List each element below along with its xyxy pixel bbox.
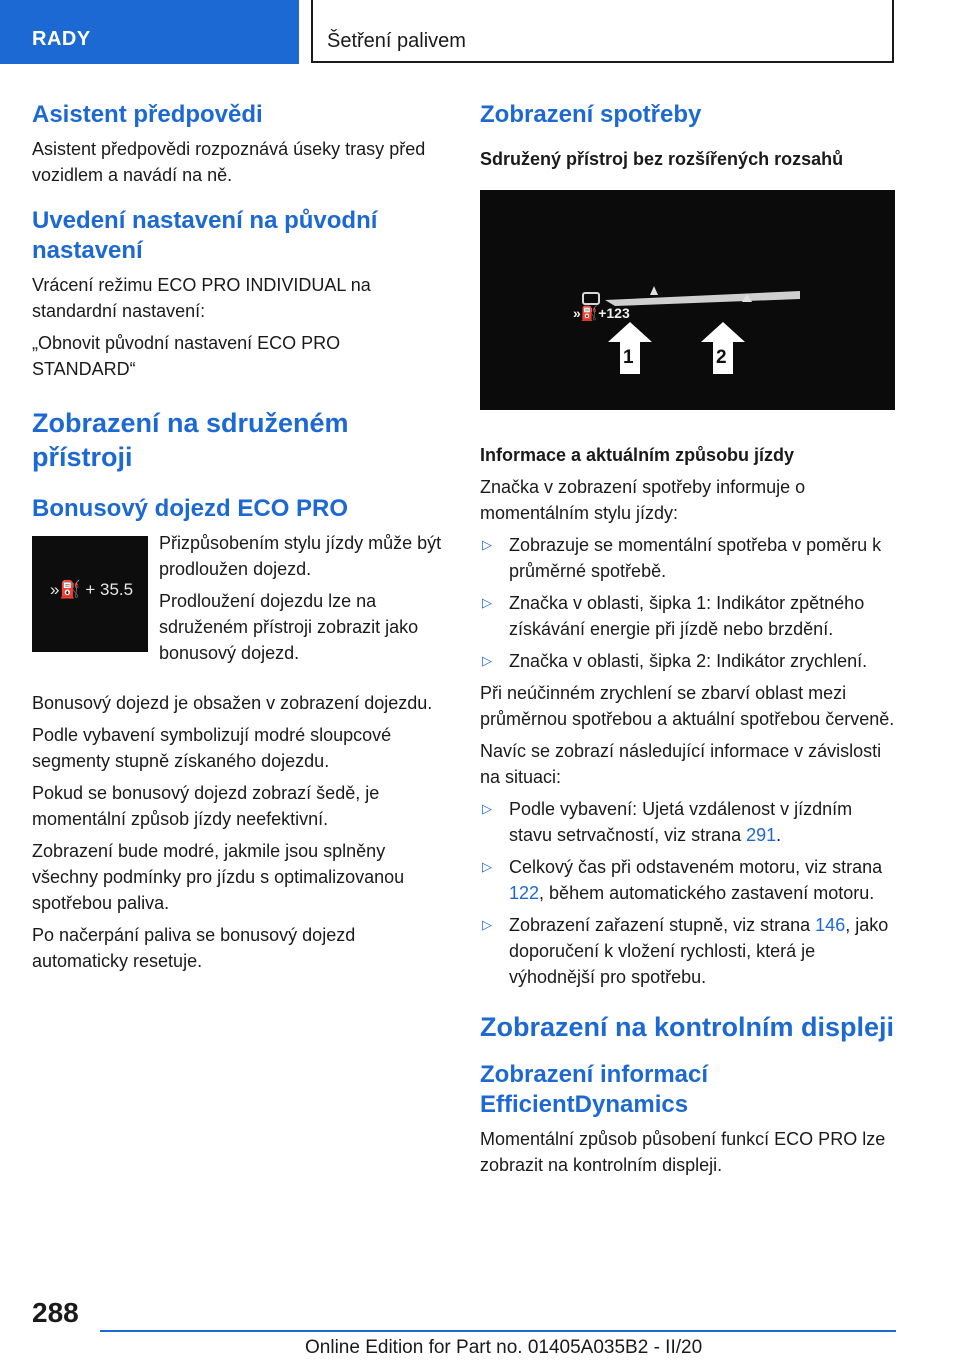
paragraph-inefficient: Při neúčinném zrychlení se zbarví oblast mezi průměrnou spotřebou a aktuální spotřebou červeně. bbox=[480, 683, 895, 729]
footer-divider bbox=[100, 1330, 896, 1332]
heading-bonus: Bonusový dojezd ECO PRO bbox=[32, 495, 349, 522]
paragraph-reset-2: „Obnovit původní nastavení ECO PRO STANDARD“ bbox=[32, 333, 341, 379]
gauge-value-label: »⛽+123 bbox=[573, 305, 630, 321]
heading-efficient-dynamics: Zobrazení informací EfficientDynamics bbox=[480, 1061, 709, 1118]
bonus-block bbox=[32, 530, 448, 684]
paragraph-bonus-6: Zobrazení bude modré, jakmile jsou splněny všechny podmínky pro jízdu s optimalizovanou spotřebou paliva. bbox=[32, 841, 405, 913]
paragraph-bonus-7: Po načerpání paliva se bonusový dojezd automaticky resetuje. bbox=[32, 925, 356, 971]
paragraph-bonus-3: Bonusový dojezd je obsažen v zobrazení dojezdu. bbox=[32, 693, 433, 713]
page-number: 288 bbox=[32, 1297, 79, 1328]
topic-label: Šetření palivem bbox=[327, 30, 466, 52]
consumption-display-image bbox=[480, 190, 895, 410]
heading-cluster-no-ext: Sdružený přístroj bez rozšířených rozsahů bbox=[480, 149, 844, 169]
heading-control-display: Zobrazení na kontrolním displeji bbox=[480, 1012, 895, 1042]
paragraph-bonus-2: Prodloužení dojezdu lze na sdruženém přístroji zobrazit jako bonusový dojezd. bbox=[159, 591, 419, 663]
page-link-146[interactable]: 146 bbox=[815, 915, 846, 935]
section-tab bbox=[0, 0, 299, 64]
bonus-text bbox=[159, 530, 449, 672]
list-extra-info bbox=[480, 796, 896, 990]
footer-edition: Online Edition for Part no. 01405A035B2 - II/20 bbox=[305, 1337, 703, 1358]
triangle-bullet-icon: ▷ bbox=[482, 653, 492, 668]
heading-consumption: Zobrazení spotřeby bbox=[480, 101, 702, 128]
paragraph-efficient: Momentální způsob působení funkcí ECO PRO lze zobrazit na kontrolním displeji. bbox=[480, 1129, 886, 1175]
triangle-bullet-icon: ▷ bbox=[482, 917, 492, 932]
paragraph-info: Značka v zobrazení spotřeby informuje o momentálním stylu jízdy: bbox=[480, 477, 806, 523]
triangle-bullet-icon: ▷ bbox=[482, 595, 492, 610]
arrow-1-label: 1 bbox=[623, 347, 634, 368]
gauge-bar bbox=[605, 291, 800, 306]
section-label: RADY bbox=[32, 28, 91, 50]
triangle-bullet-icon: ▷ bbox=[482, 537, 492, 552]
topic-tab bbox=[311, 0, 894, 63]
consumption-gauge-illustration bbox=[480, 190, 895, 410]
paragraph-extra: Navíc se zobrazí následující informace v závislosti na situaci: bbox=[480, 741, 882, 787]
list-item: ▷ Zobrazení zařazení stupně, viz strana 146, jako doporučení k vložení rychlosti, která je výhodnější pro spotřebu. bbox=[480, 912, 896, 990]
heading-reset: Uvedení nastavení na původní nastavení bbox=[32, 207, 378, 264]
right-column bbox=[480, 100, 896, 1184]
paragraph-bonus-5: Pokud se bonusový dojezd zobrazí šedě, je momentální způsob jízdy neefektivní. bbox=[32, 783, 380, 829]
heading-forecast: Asistent předpovědi bbox=[32, 101, 263, 128]
list-item: ▷ Značka v oblasti, šipka 1: Indikátor zpětného získávání energie při jízdě nebo brzdění. bbox=[480, 590, 896, 642]
bonus-range-label: »⛽ + 35.5 bbox=[50, 580, 134, 599]
list-item: ▷ Značka v oblasti, šipka 2: Indikátor zrychlení. bbox=[480, 648, 896, 674]
paragraph-bonus-1: Přizpůsobením stylu jízdy může být prodloužen dojezd. bbox=[159, 533, 442, 579]
list-display-info bbox=[480, 532, 896, 674]
paragraph-forecast: Asistent předpovědi rozpoznává úseky trasy před vozidlem a navádí na ně. bbox=[32, 139, 426, 185]
page-link-291[interactable]: 291 bbox=[746, 825, 777, 845]
left-column bbox=[32, 100, 448, 980]
paragraph-reset-1: Vrácení režimu ECO PRO INDIVIDUAL na standardní nastavení: bbox=[32, 275, 371, 321]
paragraph-bonus-4: Podle vybavení symbolizují modré sloupcové segmenty stupně získaného dojezdu. bbox=[32, 725, 392, 771]
arrow-2-label: 2 bbox=[716, 347, 727, 368]
triangle-bullet-icon: ▷ bbox=[482, 859, 492, 874]
bonus-range-image bbox=[32, 536, 148, 652]
heading-info: Informace a aktuálním způsobu jízdy bbox=[480, 445, 795, 465]
gauge-marker-drop-icon bbox=[650, 286, 658, 295]
list-item: ▷ Zobrazuje se momentální spotřeba v poměru k průměrné spotřebě. bbox=[480, 532, 896, 584]
list-item: ▷ Podle vybavení: Ujetá vzdálenost v jízdním stavu setrvačností, viz strana 291. bbox=[480, 796, 896, 848]
battery-icon bbox=[583, 293, 599, 304]
triangle-bullet-icon: ▷ bbox=[482, 801, 492, 816]
list-item: ▷ Celkový čas při odstaveném motoru, viz strana 122, během automatického zastavení motoru. bbox=[480, 854, 896, 906]
heading-cluster: Zobrazení na sdruženém přístroji bbox=[32, 408, 349, 472]
page-link-122[interactable]: 122 bbox=[509, 883, 540, 903]
